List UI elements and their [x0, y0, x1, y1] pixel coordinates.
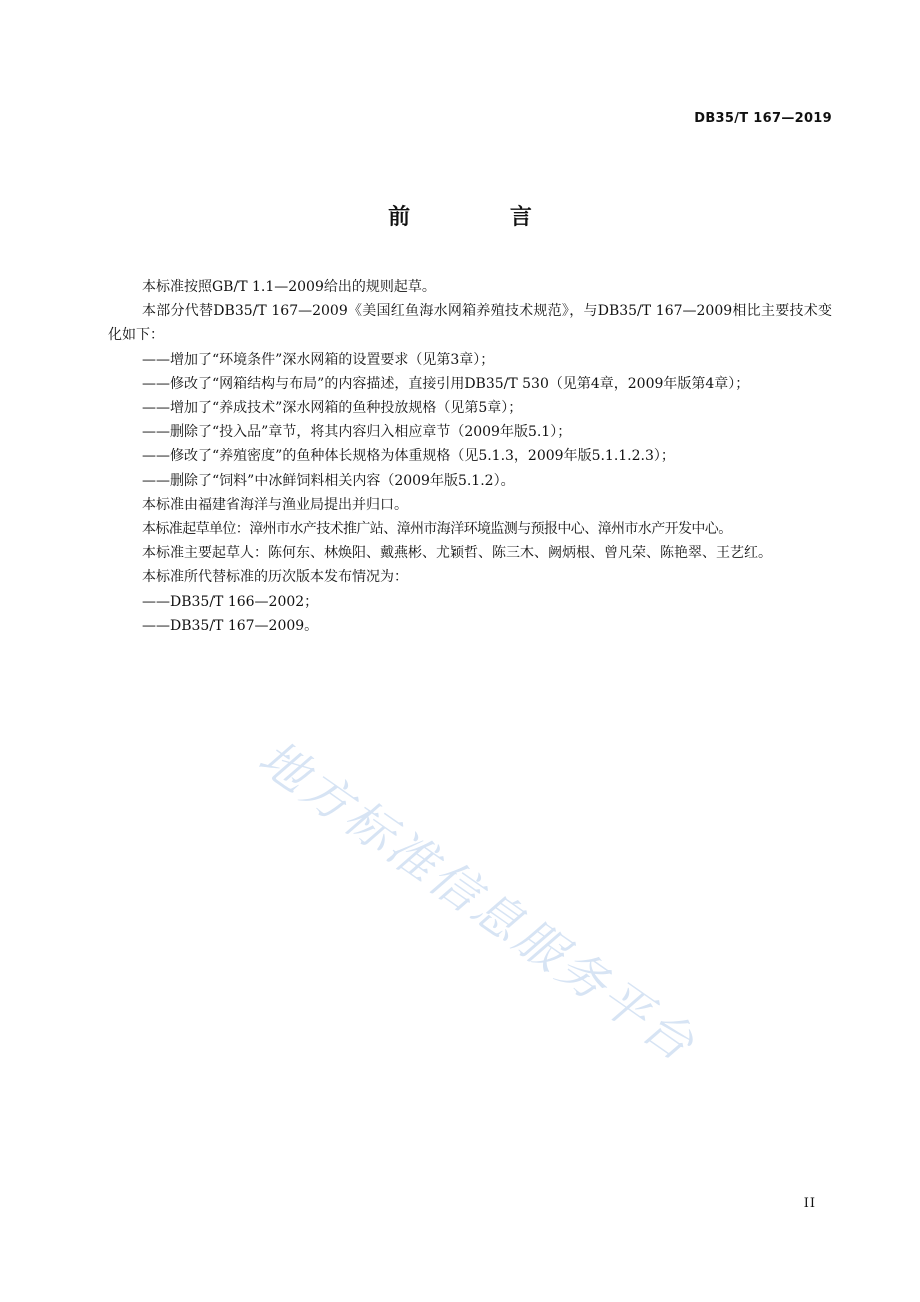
change-item: ——修改了“网箱结构与布局”的内容描述，直接引用DB35/T 530（见第4章，2009年版第4章）；	[142, 375, 750, 392]
change-item: ——删除了“投入品”章节，将其内容归入相应章节（2009年版5.1）；	[142, 424, 572, 441]
paragraph-drafters: 本标准主要起草人：陈何东、林焕阳、戴燕彬、尤颖哲、陈三木、阙炳根、曾凡荣、陈艳翠、王艺红。	[142, 545, 772, 562]
paragraph-history-intro: 本标准所代替标准的历次版本发布情况为：	[142, 569, 408, 586]
foreword-body	[108, 275, 832, 638]
page-title: 前 言	[388, 205, 578, 230]
paragraph-proposer: 本标准由福建省海洋与渔业局提出并归口。	[142, 496, 408, 513]
document-code: DB35/T 167—2019	[694, 111, 832, 126]
history-item: ——DB35/T 166—2002；	[142, 593, 319, 610]
paragraph-drafting-rules: 本标准按照GB/T 1.1—2009给出的规则起草。	[142, 279, 436, 295]
change-item: ——增加了“养成技术”深水网箱的鱼种投放规格（见第5章）；	[142, 400, 523, 417]
history-item: ——DB35/T 167—2009。	[142, 617, 319, 634]
change-item: ——增加了“环境条件”深水网箱的设置要求（见第3章）；	[142, 351, 495, 368]
page-number: II	[803, 1196, 816, 1211]
paragraph-drafting-units: 本标准起草单位：漳州市水产技术推广站、漳州市海洋环境监测与预报中心、漳州市水产开发中心。	[142, 521, 732, 538]
watermark: 地方标准信息服务平台	[248, 729, 707, 1074]
change-item: ——修改了“养殖密度”的鱼种体长规格为体重规格（见5.1.3，2009年版5.1.1.2.3）；	[142, 448, 675, 465]
paragraph-replacement-note: 本部分代替DB35/T 167—2009《美国红鱼海水网箱养殖技术规范》，与DB35/T 167—2009相比主要技术变化如下：	[108, 303, 832, 344]
change-item: ——删除了“饲料”中冰鲜饲料相关内容（2009年版5.1.2）。	[142, 472, 515, 489]
